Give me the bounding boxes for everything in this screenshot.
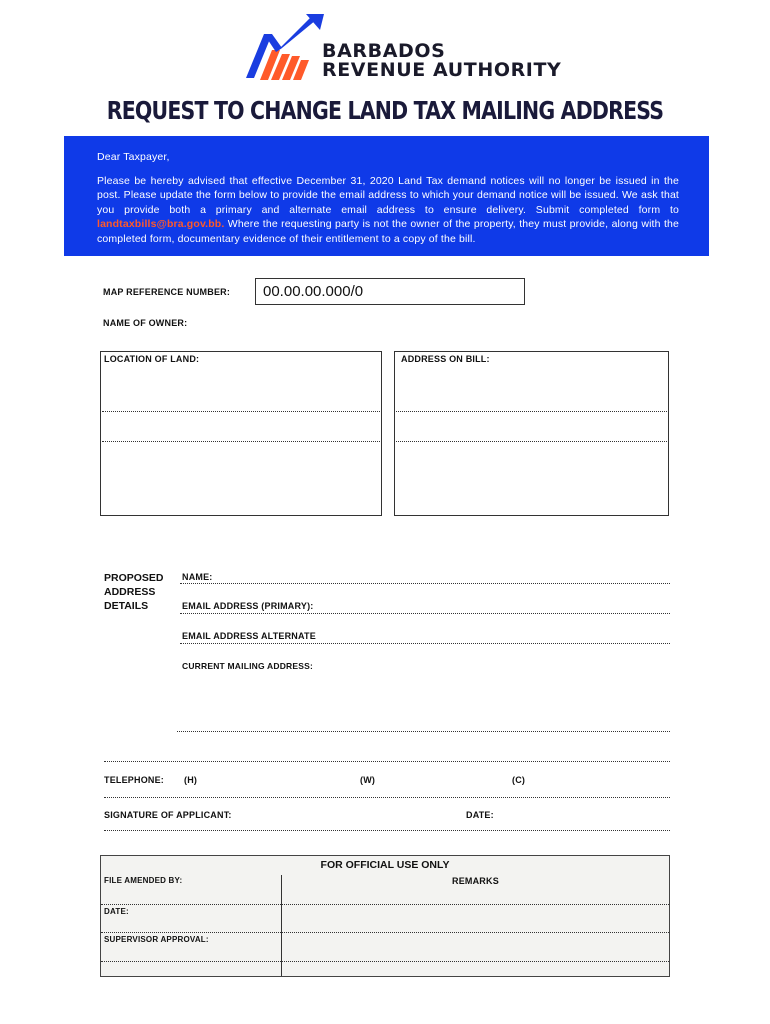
name-input[interactable]: [180, 583, 670, 584]
email-primary-input[interactable]: [180, 613, 670, 614]
supervisor-line[interactable]: [101, 961, 669, 962]
notice-greeting: Dear Taxpayer,: [97, 151, 170, 163]
map-ref-input[interactable]: 00.00.00.000/0: [255, 278, 525, 305]
org-name-line2: REVENUE AUTHORITY: [322, 59, 562, 81]
remarks-label: REMARKS: [452, 876, 499, 886]
notice-box: [64, 136, 709, 256]
official-date-line[interactable]: [101, 932, 669, 933]
address-line: [396, 441, 667, 442]
file-amended-label: FILE AMENDED BY:: [104, 876, 183, 885]
address-line: [396, 411, 667, 412]
location-label: LOCATION OF LAND:: [104, 354, 200, 364]
date-label: DATE:: [466, 810, 494, 820]
telephone-input[interactable]: [104, 797, 670, 798]
tel-cell-label: (C): [512, 775, 526, 785]
telephone-label: TELEPHONE:: [104, 775, 165, 785]
tel-work-label: (W): [360, 775, 376, 785]
email-primary-label: EMAIL ADDRESS (PRIMARY):: [182, 601, 314, 611]
location-line: [102, 411, 380, 412]
owner-input[interactable]: [190, 312, 670, 330]
name-label: NAME:: [182, 572, 213, 582]
tel-home-label: (H): [184, 775, 198, 785]
map-ref-label: MAP REFERENCE NUMBER:: [103, 287, 231, 297]
official-use-title: FOR OFFICIAL USE ONLY: [320, 859, 450, 871]
official-date-label: DATE:: [104, 907, 129, 916]
official-use-box: [100, 855, 670, 977]
supervisor-label: SUPERVISOR APPROVAL:: [104, 935, 209, 944]
signature-label: SIGNATURE OF APPLICANT:: [104, 810, 232, 820]
proposed-label-line3: DETAILS: [104, 600, 149, 612]
proposed-label-line1: PROPOSED: [104, 572, 164, 584]
signature-input[interactable]: [104, 830, 670, 831]
owner-label: NAME OF OWNER:: [103, 318, 188, 328]
location-box[interactable]: [100, 351, 382, 516]
proposed-label-line2: ADDRESS: [104, 586, 156, 598]
current-mailing-input[interactable]: [104, 761, 670, 762]
current-mailing-label: CURRENT MAILING ADDRESS:: [182, 661, 314, 671]
email-alternate-label: EMAIL ADDRESS ALTERNATE: [182, 631, 316, 641]
notice-body: [97, 174, 679, 247]
page-title: REQUEST TO CHANGE LAND TAX MAILING ADDRESS: [106, 96, 664, 125]
email-alternate-input[interactable]: [180, 643, 670, 644]
org-name-line1: BARBADOS: [322, 40, 446, 62]
notice-body-text: Please be hereby advised that effective December 31, 2020 Land Tax demand notices will no longer be issued in the post. Please update the form below to provide the email address to which your demand notice will be issued. We ask that you provide both a primary and alternate email address to ensure delivery. Submit completed form to: [97, 174, 679, 216]
file-amended-line[interactable]: [101, 904, 669, 905]
address-on-bill-label: ADDRESS ON BILL:: [401, 354, 490, 364]
bra-logo-icon: [246, 14, 328, 80]
current-mailing-input[interactable]: [177, 731, 670, 732]
notice-body-text-end: Where the requesting party is not the owner of the property, they must provide, along with the completed form, documentary evidence of their entitlement to a copy of the bill.: [97, 218, 679, 245]
location-line: [102, 441, 380, 442]
notice-email-link[interactable]: landtaxbills@bra.gov.bb.: [97, 218, 225, 230]
address-on-bill-box[interactable]: [394, 351, 669, 516]
